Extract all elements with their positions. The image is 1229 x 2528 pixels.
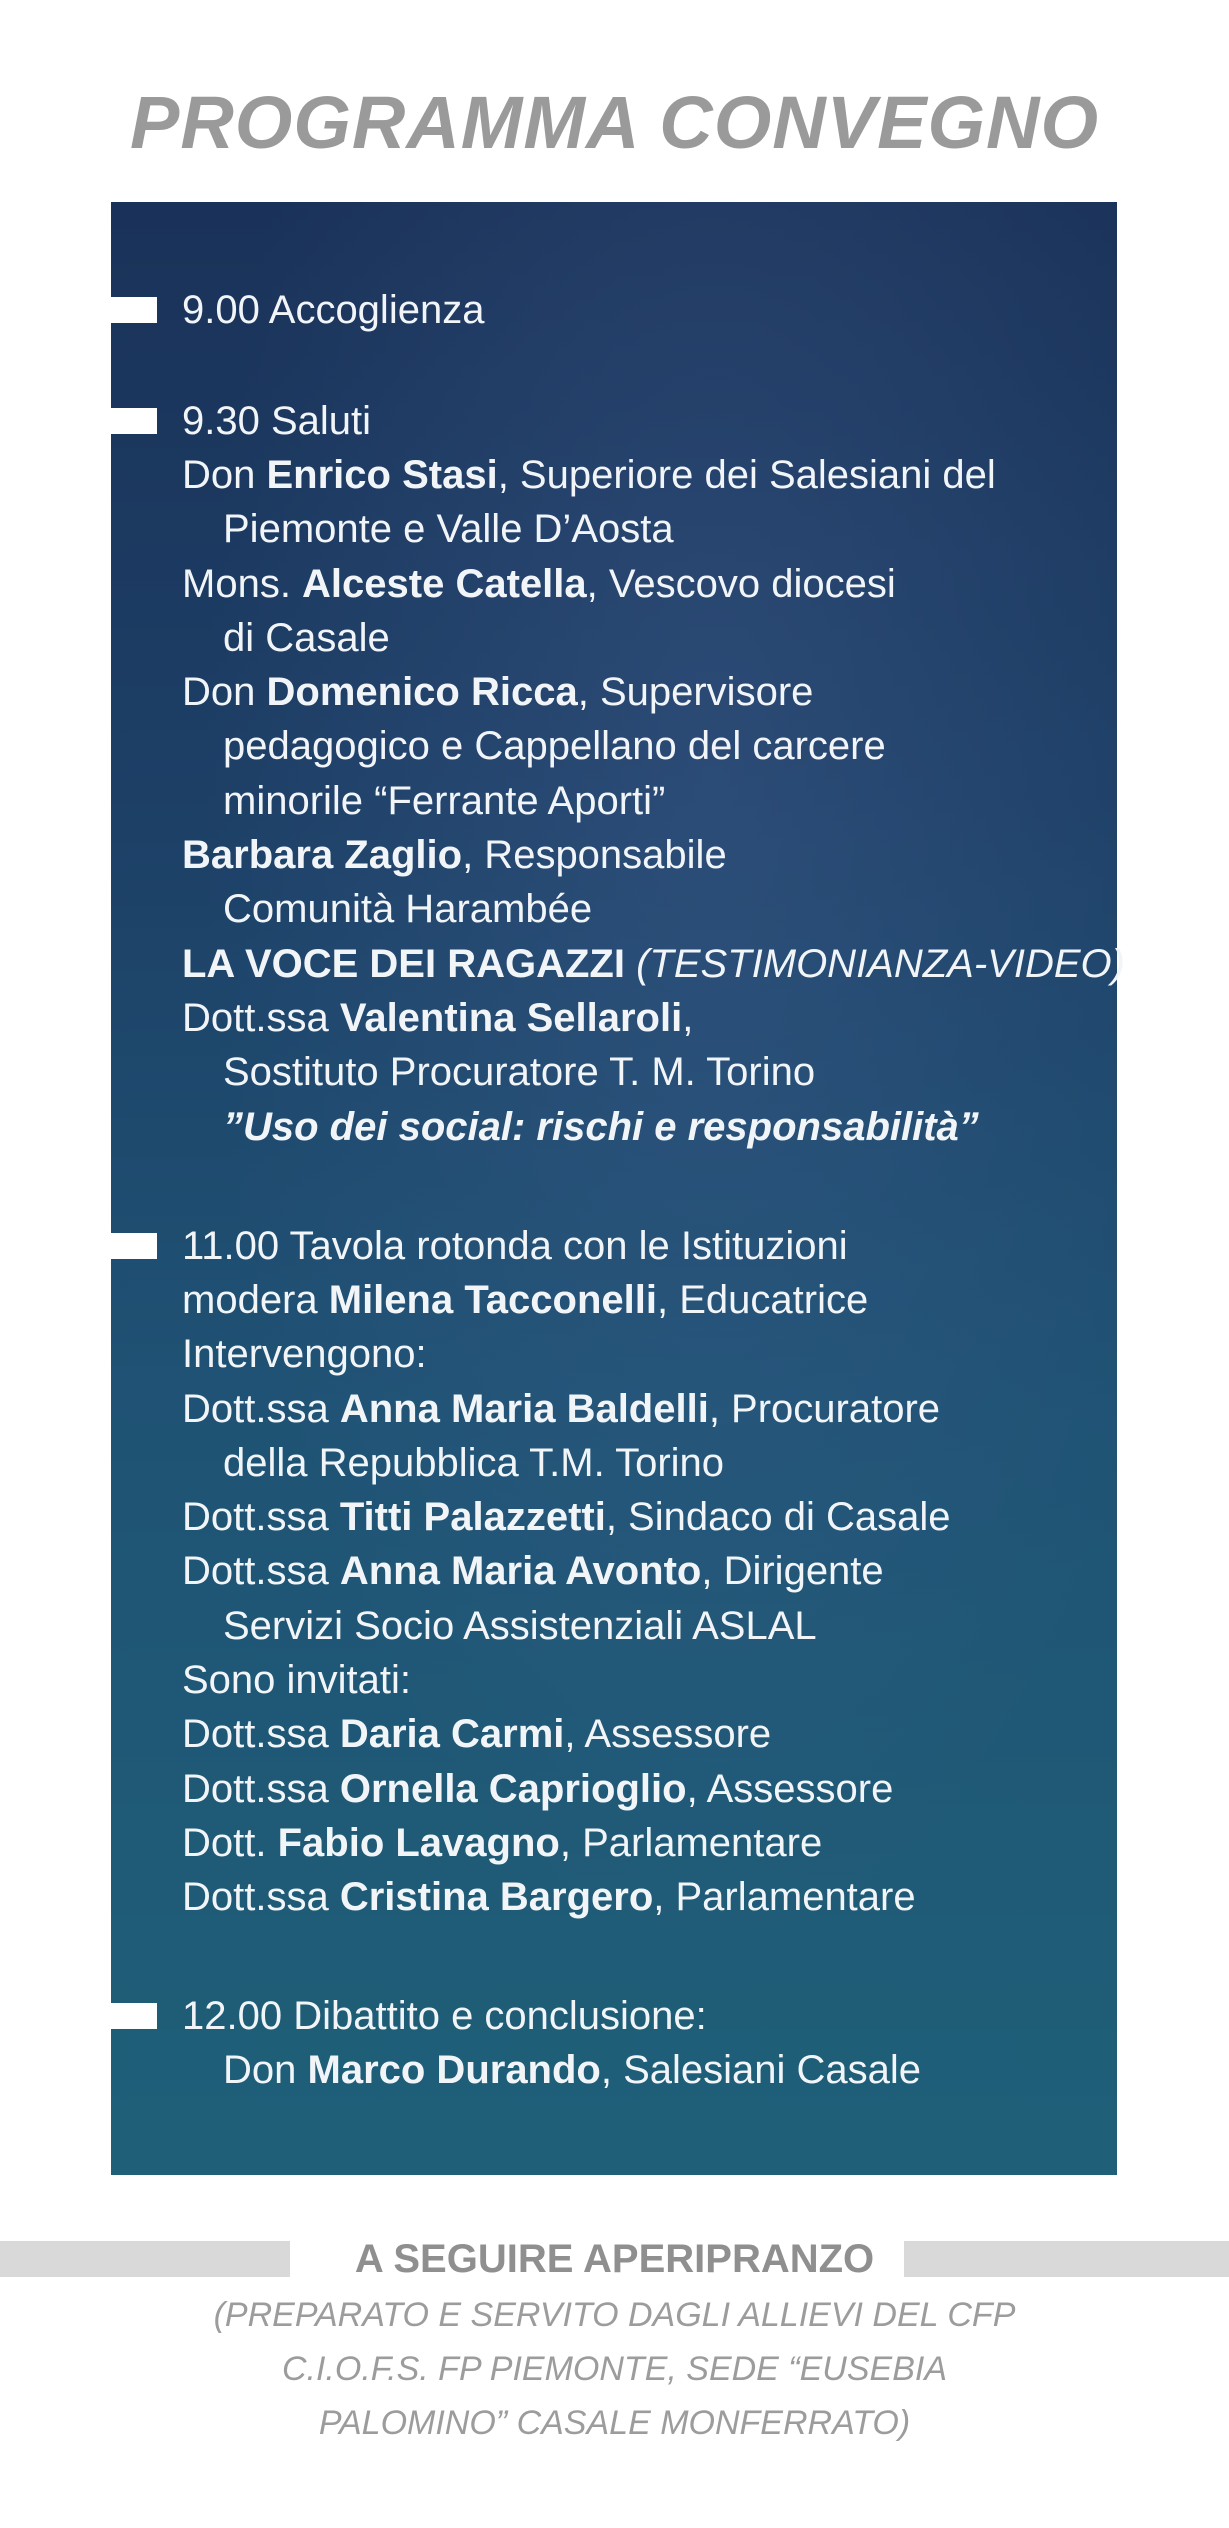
section-label: Sono invitati: <box>182 1658 412 1702</box>
speaker-role: di Casale <box>223 616 390 660</box>
speaker-role: Piemonte e Valle D’Aosta <box>223 507 674 551</box>
footer-title: A SEGUIRE APERIPRANZO <box>0 2232 1229 2286</box>
speaker-role: pedagogico e Cappellano del carcere <box>223 724 886 768</box>
talk-title: ”Uso dei social: rischi e responsabilità” <box>223 1105 979 1149</box>
speaker-line: Dott.ssa Valentina Sellaroli, <box>182 996 694 1040</box>
speaker-role: Comunità Harambée <box>223 887 593 931</box>
speaker-line: Dott.ssa Ornella Caprioglio, Assessore <box>182 1767 894 1811</box>
program-panel <box>111 202 1125 2175</box>
section-bullet <box>111 1233 157 1259</box>
section-bullet <box>111 297 157 323</box>
footer-note: (PREPARATO E SERVITO DAGLI ALLIEVI DEL CFP <box>213 2296 1016 2334</box>
program-item-accoglienza: 9.00 Accoglienza <box>182 288 485 332</box>
speaker-line: Don Marco Durando, Salesiani Casale <box>223 2048 922 2092</box>
speaker-line: Dott. Fabio Lavagno, Parlamentare <box>182 1821 823 1865</box>
speaker-line: Dott.ssa Cristina Bargero, Parlamentare <box>182 1875 916 1919</box>
speaker-role: minorile “Ferrante Aporti” <box>223 779 666 823</box>
speaker-line: modera Milena Tacconelli, Educatrice <box>182 1278 869 1322</box>
speaker-line: Dott.ssa Titti Palazzetti, Sindaco di Casale <box>182 1495 951 1539</box>
speaker-role: Sostituto Procuratore T. M. Torino <box>223 1050 816 1094</box>
section-label: Intervengono: <box>182 1332 427 1376</box>
page-title: PROGRAMMA CONVEGNO <box>129 81 1100 164</box>
section-bullet <box>111 408 157 434</box>
speaker-line: Mons. Alceste Catella, Vescovo diocesi <box>182 562 896 606</box>
program-item-dibattito: 12.00 Dibattito e conclusione: <box>182 1994 707 2038</box>
speaker-line: Dott.ssa Anna Maria Baldelli, Procuratore <box>182 1387 941 1431</box>
speaker-line: Don Domenico Ricca, Supervisore <box>182 670 814 714</box>
video-testimony: LA VOCE DEI RAGAZZI (TESTIMONIANZA-VIDEO) <box>182 942 1125 986</box>
program-item-tavola-rotonda: 11.00 Tavola rotonda con le Istituzioni <box>182 1224 848 1268</box>
section-bullet <box>111 2003 157 2029</box>
speaker-role: della Repubblica T.M. Torino <box>223 1441 725 1485</box>
speaker-line: Dott.ssa Daria Carmi, Assessore <box>182 1712 772 1756</box>
footer-note: PALOMINO” CASALE MONFERRATO) <box>318 2404 911 2442</box>
program-item-saluti: 9.30 Saluti <box>182 399 372 443</box>
footer-note: C.I.O.F.S. FP PIEMONTE, SEDE “EUSEBIA <box>281 2350 948 2388</box>
speaker-line: Don Enrico Stasi, Superiore dei Salesiani del <box>182 453 996 497</box>
speaker-role: Servizi Socio Assistenziali ASLAL <box>223 1604 817 1648</box>
speaker-line: Barbara Zaglio, Responsabile <box>182 833 727 877</box>
speaker-line: Dott.ssa Anna Maria Avonto, Dirigente <box>182 1549 884 1593</box>
